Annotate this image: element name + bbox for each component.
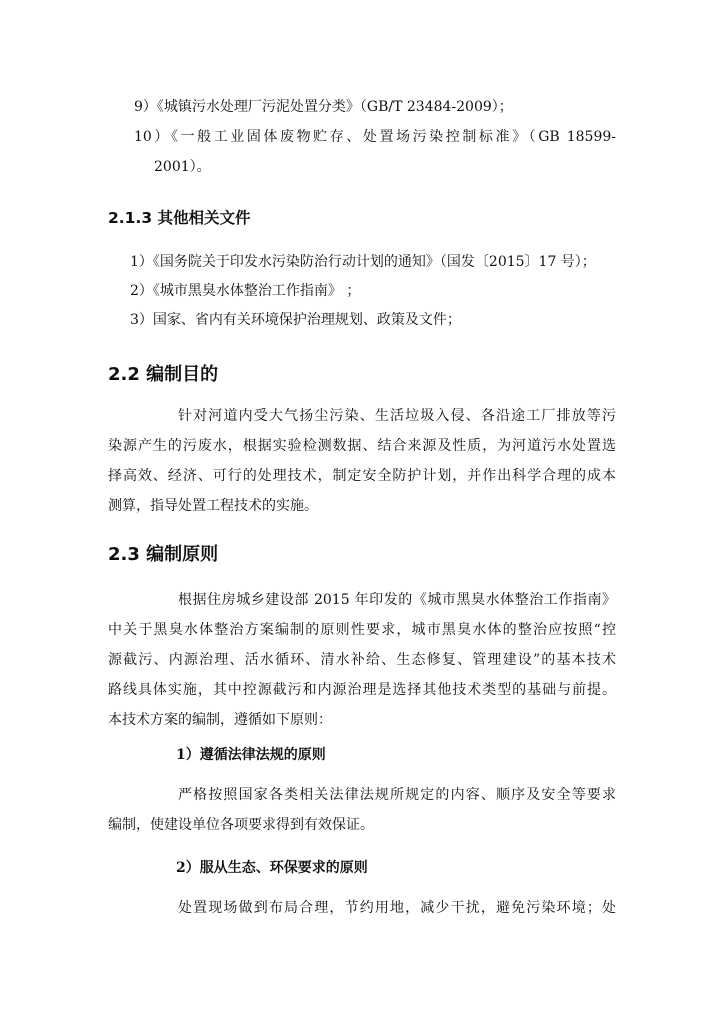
- ref-item-10-line-2: 2001）。: [154, 159, 211, 175]
- principles-intro-paragraph: [108, 590, 616, 740]
- principles-intro-line-3: 源截污、内源治理、活水循环、清水补给、生态修复、管理建设”的基本技术: [108, 652, 616, 668]
- principle-2-paragraph: [108, 898, 616, 928]
- other-doc-item-3: 3）国家、省内有关环境保护治理规划、政策及文件；: [130, 312, 461, 328]
- other-doc-item-2: 2）《城市黑臭水体整治工作指南》 ；: [130, 283, 361, 299]
- purpose-line-1: 针对河道内受大气扬尘污染、生活垃圾入侵、各沿途工厂排放等污: [178, 408, 616, 424]
- principles-intro-line-1: 根据住房城乡建设部 2015 年印发的《城市黑臭水体整治工作指南》: [178, 592, 616, 608]
- ref-item-9: 9）《城镇污水处理厂污泥处置分类》（GB/T 23484-2009）；: [134, 99, 513, 115]
- section-heading-2-1-3: 2.1.3 其他相关文件: [108, 209, 251, 227]
- section-heading-2-2: 2.2 编制目的: [108, 364, 219, 385]
- principles-intro-line-5: 本技术方案的编制，遵循如下原则：: [108, 712, 332, 728]
- principle-1-line-1: 严格按照国家各类相关法律法规所规定的内容、顺序及安全等要求: [178, 787, 616, 803]
- principle-1-paragraph: [108, 785, 616, 845]
- principle-2-title: 2）服从生态、环保要求的原则: [176, 860, 368, 876]
- principle-2-line-1: 处置现场做到布局合理，节约用地，减少干扰，避免污染环境；处: [178, 900, 616, 916]
- principles-intro-line-4: 路线具体实施，其中控源截污和内源治理是选择其他技术类型的基础与前提。: [108, 682, 616, 698]
- other-doc-item-1: 1）《国务院关于印发水污染防治行动计划的通知》（国发〔2015〕17 号）；: [130, 254, 596, 270]
- ref-item-10: [134, 127, 616, 157]
- purpose-paragraph: [108, 406, 616, 526]
- ref-item-10-line-1: 10）《一般工业固体废物贮存、处置场污染控制标准》（GB 18599-: [134, 129, 616, 145]
- purpose-line-4: 测算，指导处置工程技术的实施。: [108, 498, 318, 514]
- section-heading-2-3: 2.3 编制原则: [108, 544, 219, 565]
- principles-intro-line-2: 中关于黑臭水体整治方案编制的原则性要求，城市黑臭水体的整治应按照“控: [108, 622, 616, 638]
- principle-1-title: 1）遵循法律法规的原则: [176, 747, 326, 763]
- purpose-line-2: 染源产生的污废水，根据实验检测数据、结合来源及性质，为河道污水处置选: [108, 438, 616, 454]
- purpose-line-3: 择高效、经济、可行的处理技术，制定安全防护计划，并作出科学合理的成本: [108, 468, 616, 484]
- principle-1-line-2: 编制，使建设单位各项要求得到有效保证。: [108, 817, 374, 833]
